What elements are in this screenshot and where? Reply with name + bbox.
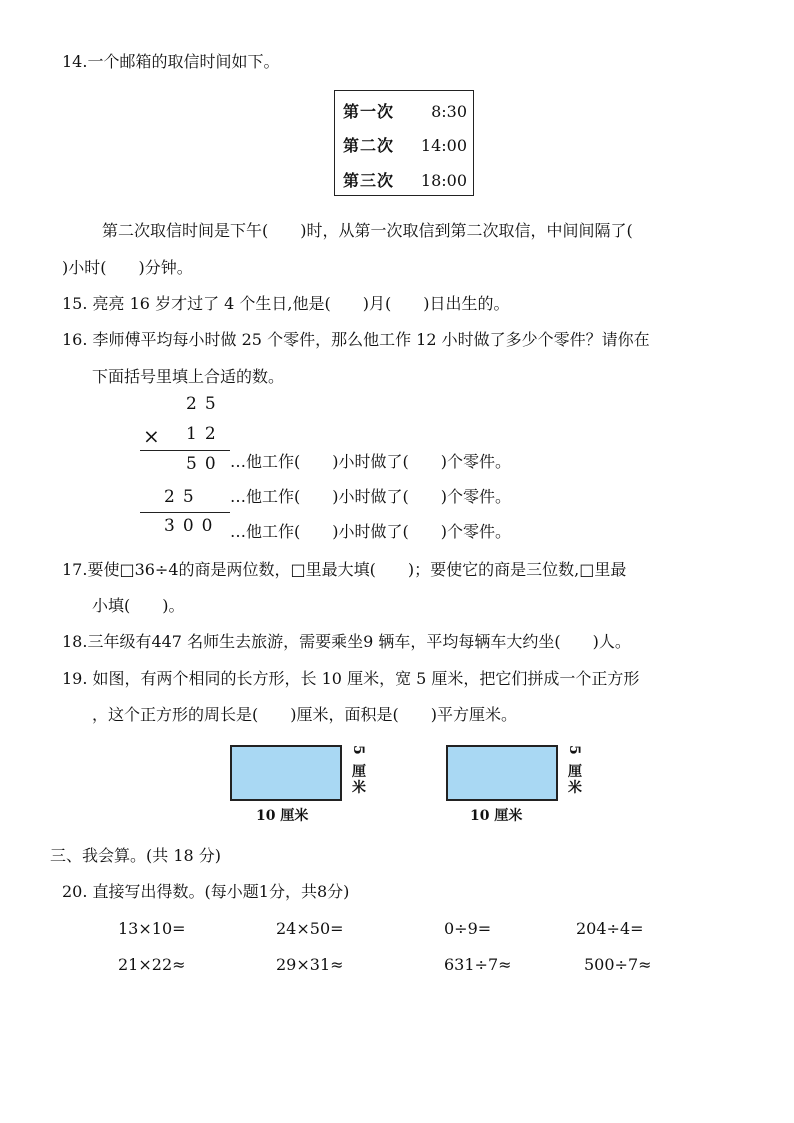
calc-note-3: …他工作( )小时做了( )个零件。 — [230, 522, 511, 541]
q20-item: 204÷4= — [576, 919, 644, 938]
q16-line2: 下面括号里填上合适的数。 — [92, 367, 285, 386]
q19-line1: 19. 如图，有两个相同的长方形，长 10 厘米，宽 5 厘米，把它们拼成一个正方形 — [62, 669, 640, 688]
q19-line2: ，这个正方形的周长是( )厘米，面积是( )平方厘米。 — [92, 705, 517, 724]
schedule-label: 第一次 — [343, 102, 395, 121]
q20-item: 13×10= — [118, 919, 186, 938]
q20-item: 29×31≈ — [276, 955, 344, 974]
rectangle-right-width-label: 5 厘米 — [566, 745, 582, 796]
calc-rule-2 — [140, 512, 230, 513]
q20-item: 24×50= — [276, 919, 344, 938]
calc-times-sign: × — [143, 424, 160, 448]
q14-text-line2: )小时( )分钟。 — [62, 258, 193, 277]
calc-partial-2: 25 — [164, 487, 202, 507]
q14-text-line1: 第二次取信时间是下午( )时，从第一次取信到第二次取信，中间间隔了( — [102, 221, 633, 240]
q20-item: 21×22≈ — [118, 955, 186, 974]
q20-title: 20. 直接写出得数。(每小题1分，共8分) — [62, 882, 350, 901]
rectangle-right-length-label: 10 厘米 — [470, 808, 523, 824]
schedule-time: 14:00 — [420, 136, 467, 155]
schedule-row — [343, 168, 467, 191]
calc-partial-1: 50 — [186, 454, 224, 474]
q16-line1: 16. 李师傅平均每小时做 25 个零件，那么他工作 12 小时做了多少个零件？请你在 — [62, 330, 650, 349]
calc-multiplicand: 25 — [186, 394, 224, 414]
calc-note-1: …他工作( )小时做了( )个零件。 — [230, 452, 511, 471]
rectangle-left — [230, 745, 342, 801]
schedule-label: 第二次 — [343, 136, 395, 155]
q20-item: 0÷9= — [444, 919, 492, 938]
q18-text: 18.三年级有447 名师生去旅游，需要乘坐9 辆车，平均每辆车大约坐( )人。 — [62, 632, 631, 651]
schedule-row — [343, 99, 467, 122]
schedule-label: 第三次 — [343, 171, 395, 190]
section-3-title: 三、我会算。(共 18 分) — [50, 846, 222, 865]
pickup-schedule-table — [334, 90, 474, 196]
q17-line1: 17.要使□36÷4的商是两位数，□里最大填( )；要使它的商是三位数,□里最 — [62, 560, 627, 579]
calc-multiplier: 12 — [186, 424, 224, 444]
rectangle-left-length-label: 10 厘米 — [256, 808, 309, 824]
q15-text: 15. 亮亮 16 岁才过了 4 个生日,他是( )月( )日出生的。 — [62, 294, 510, 313]
schedule-time: 8:30 — [431, 102, 467, 121]
q17-line2: 小填( )。 — [92, 596, 185, 615]
calc-rule-1 — [140, 450, 230, 451]
q20-item: 631÷7≈ — [444, 955, 512, 974]
rectangle-left-width-label: 5 厘米 — [350, 745, 366, 796]
q14-title: 14.一个邮箱的取信时间如下。 — [62, 52, 280, 71]
rectangle-right — [446, 745, 558, 801]
calc-note-2: …他工作( )小时做了( )个零件。 — [230, 487, 511, 506]
q20-item: 500÷7≈ — [584, 955, 652, 974]
schedule-time: 18:00 — [420, 171, 467, 190]
schedule-row — [343, 133, 467, 156]
calc-result: 300 — [164, 516, 221, 536]
